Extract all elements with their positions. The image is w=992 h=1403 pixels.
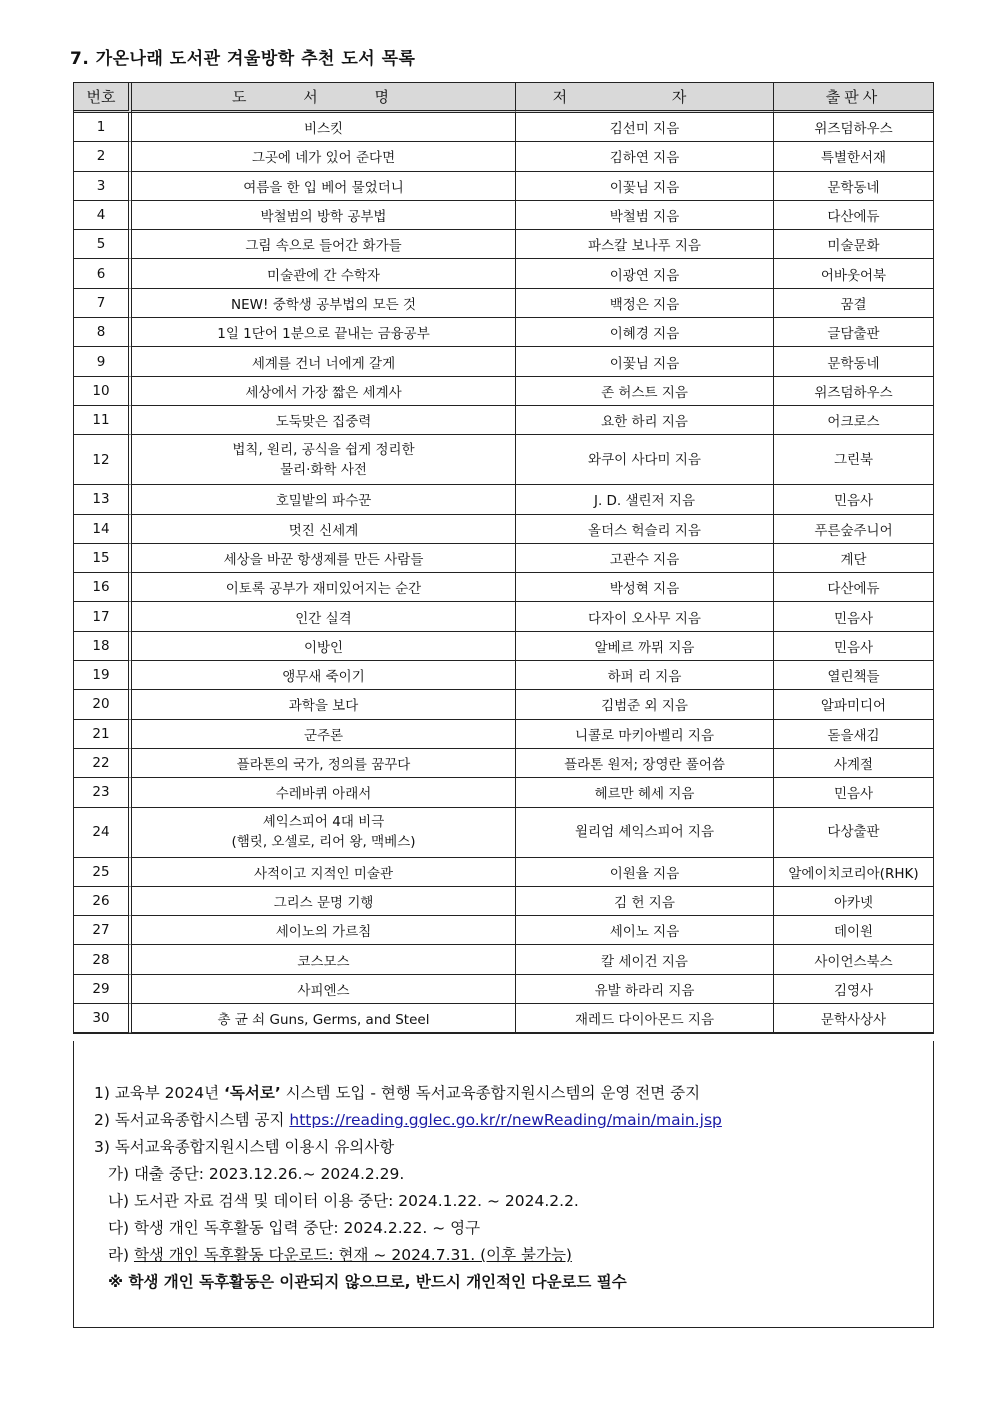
row-number: 19 [74, 661, 132, 690]
row-number: 22 [74, 749, 132, 778]
row-publisher: 문학동네 [774, 347, 933, 376]
row-publisher: 글담출판 [774, 318, 933, 347]
row-title [132, 435, 516, 485]
row-number: 25 [74, 858, 132, 887]
row-publisher: 사계절 [774, 749, 933, 778]
table-row [74, 259, 933, 288]
row-publisher: 문학동네 [774, 172, 933, 201]
table-row [74, 602, 933, 631]
table-row [74, 201, 933, 230]
row-author: 칼 세이건 지음 [516, 945, 774, 974]
row-author: 박성혁 지음 [516, 573, 774, 602]
row-author: 다자이 오사무 지음 [516, 602, 774, 631]
row-publisher: 위즈덤하우스 [774, 113, 933, 142]
note-3c: 다) 학생 개인 독후활동 입력 중단: 2024.2.22. ~ 영구 [108, 1219, 481, 1237]
row-title: NEW! 중학생 공부법의 모든 것 [132, 289, 516, 318]
row-number: 3 [74, 172, 132, 201]
table-row [74, 573, 933, 602]
note-2-prefix: 2) 독서교육종합시스템 공지 [94, 1111, 290, 1129]
note-3d [108, 1243, 572, 1265]
row-publisher: 다상출판 [774, 808, 933, 858]
row-publisher: 특별한서재 [774, 142, 933, 171]
table-row [74, 485, 933, 514]
row-author: 플라톤 원저; 장영란 풀어씀 [516, 749, 774, 778]
header-author: 저 자 [516, 83, 774, 113]
row-author: 올더스 헉슬리 지음 [516, 515, 774, 544]
row-author: 알베르 까뮈 지음 [516, 632, 774, 661]
row-publisher: 어크로스 [774, 406, 933, 435]
table-row [74, 377, 933, 406]
row-author: 윌리엄 셰익스피어 지음 [516, 808, 774, 858]
row-publisher: 미술문화 [774, 230, 933, 259]
row-title: 세상을 바꾼 항생제를 만든 사람들 [132, 544, 516, 573]
row-number: 26 [74, 887, 132, 916]
row-title: 이방인 [132, 632, 516, 661]
row-author: 유발 하라리 지음 [516, 975, 774, 1004]
row-publisher: 문학사상사 [774, 1004, 933, 1033]
row-title: 박철범의 방학 공부법 [132, 201, 516, 230]
table-row [74, 544, 933, 573]
note-3: 3) 독서교육종합지원시스템 이용시 유의사항 [94, 1138, 395, 1156]
table-row [74, 347, 933, 376]
row-number: 7 [74, 289, 132, 318]
row-author: 존 허스트 지음 [516, 377, 774, 406]
row-publisher: 위즈덤하우스 [774, 377, 933, 406]
header-publisher: 출판사 [774, 83, 933, 113]
row-number: 14 [74, 515, 132, 544]
row-title: 군주론 [132, 720, 516, 749]
row-author: 요한 하리 지음 [516, 406, 774, 435]
row-publisher: 알파미디어 [774, 690, 933, 719]
row-author: 이혜경 지음 [516, 318, 774, 347]
table-row [74, 632, 933, 661]
row-number: 2 [74, 142, 132, 171]
row-number: 23 [74, 778, 132, 807]
row-publisher: 민음사 [774, 632, 933, 661]
header-no: 번호 [74, 83, 132, 113]
row-title: 사적이고 지적인 미술관 [132, 858, 516, 887]
row-number: 13 [74, 485, 132, 514]
row-number: 24 [74, 808, 132, 858]
row-number: 10 [74, 377, 132, 406]
row-publisher: 돋을새김 [774, 720, 933, 749]
row-author: 이꽃님 지음 [516, 347, 774, 376]
table-row [74, 858, 933, 887]
row-author: 세이노 지음 [516, 916, 774, 945]
row-title: 앵무새 죽이기 [132, 661, 516, 690]
row-publisher: 열린책들 [774, 661, 933, 690]
row-number: 11 [74, 406, 132, 435]
table-row [74, 113, 933, 142]
row-author: 하퍼 리 지음 [516, 661, 774, 690]
row-publisher: 계단 [774, 544, 933, 573]
row-number: 27 [74, 916, 132, 945]
row-title: 이토록 공부가 재미있어지는 순간 [132, 573, 516, 602]
header-title: 도 서 명 [132, 83, 516, 113]
row-number: 29 [74, 975, 132, 1004]
row-title-line-2: (햄릿, 오셀로, 리어 왕, 맥베스) [231, 834, 416, 851]
row-title: 호밀밭의 파수꾼 [132, 485, 516, 514]
row-title: 총 균 쇠 Guns, Germs, and Steel [132, 1004, 516, 1033]
row-author: 백정은 지음 [516, 289, 774, 318]
table-row [74, 808, 933, 858]
row-title: 수레바퀴 아래서 [132, 778, 516, 807]
row-publisher: 민음사 [774, 602, 933, 631]
row-title [132, 808, 516, 858]
row-title: 세계를 건너 너에게 갈게 [132, 347, 516, 376]
table-row [74, 887, 933, 916]
row-number: 16 [74, 573, 132, 602]
table-header-row [74, 83, 933, 113]
row-number: 5 [74, 230, 132, 259]
row-title: 멋진 신세계 [132, 515, 516, 544]
row-number: 20 [74, 690, 132, 719]
row-author: 고관수 지음 [516, 544, 774, 573]
row-publisher: 아카넷 [774, 887, 933, 916]
row-number: 6 [74, 259, 132, 288]
note-3d-prefix: 라) [108, 1246, 134, 1264]
row-author: 재레드 다이아몬드 지음 [516, 1004, 774, 1033]
row-publisher: 데이원 [774, 916, 933, 945]
row-title: 인간 실격 [132, 602, 516, 631]
row-publisher: 민음사 [774, 778, 933, 807]
table-row [74, 778, 933, 807]
row-author: 김 헌 지음 [516, 887, 774, 916]
row-title: 사피엔스 [132, 975, 516, 1004]
table-row [74, 945, 933, 974]
row-number: 8 [74, 318, 132, 347]
row-title: 세상에서 가장 짧은 세계사 [132, 377, 516, 406]
row-number: 30 [74, 1004, 132, 1033]
table-row [74, 720, 933, 749]
table-row [74, 289, 933, 318]
row-title: 그림 속으로 들어간 화가들 [132, 230, 516, 259]
table-row [74, 318, 933, 347]
table-row [74, 406, 933, 435]
note-2 [94, 1108, 722, 1130]
note-1-suffix: 시스템 도입 - 현행 독서교육종합지원시스템의 운영 전면 중지 [280, 1084, 701, 1102]
row-title: 그곳에 네가 있어 준다면 [132, 142, 516, 171]
table-row [74, 975, 933, 1004]
row-title-line-1: 법칙, 원리, 공식을 쉽게 정리한 [232, 441, 415, 458]
notes-box [73, 1041, 934, 1328]
row-publisher: 그린북 [774, 435, 933, 485]
row-number: 28 [74, 945, 132, 974]
row-author: 이꽃님 지음 [516, 172, 774, 201]
row-author: 파스칼 보나푸 지음 [516, 230, 774, 259]
row-number: 1 [74, 113, 132, 142]
row-publisher: 김영사 [774, 975, 933, 1004]
row-publisher: 사이언스북스 [774, 945, 933, 974]
row-author: 김하연 지음 [516, 142, 774, 171]
row-title: 여름을 한 입 베어 물었더니 [132, 172, 516, 201]
note-1-prefix: 1) 교육부 2024년 [94, 1084, 225, 1102]
note-3a: 가) 대출 중단: 2023.12.26.~ 2024.2.29. [108, 1165, 405, 1183]
note-3d-underlined: 학생 개인 독후활동 다운로드: 현재 ~ 2024.7.31. (이후 불가능) [133, 1246, 572, 1264]
row-title: 과학을 보다 [132, 690, 516, 719]
row-title-line-2: 물리·화학 사전 [280, 461, 367, 478]
row-publisher: 꿈결 [774, 289, 933, 318]
note-warning: ※ 학생 개인 독후활동은 이관되지 않으므로, 반드시 개인적인 다운로드 필수 [108, 1273, 627, 1291]
row-title-line-1: 셰익스피어 4대 비극 [262, 814, 385, 831]
row-author: 와쿠이 사다미 지음 [516, 435, 774, 485]
section-heading: 7. 가온나래 도서관 겨울방학 추천 도서 목록 [70, 49, 416, 69]
row-title: 도둑맞은 집중력 [132, 406, 516, 435]
row-author: 니콜로 마키아벨리 지음 [516, 720, 774, 749]
row-publisher: 다산에듀 [774, 201, 933, 230]
book-list-table [73, 82, 934, 1034]
table-row [74, 515, 933, 544]
row-title: 비스킷 [132, 113, 516, 142]
table-row [74, 230, 933, 259]
row-number: 21 [74, 720, 132, 749]
row-title: 세이노의 가르침 [132, 916, 516, 945]
row-number: 12 [74, 435, 132, 485]
note-1-highlight: ‘독서로’ [224, 1084, 281, 1102]
table-row [74, 435, 933, 485]
table-row [74, 916, 933, 945]
row-title: 미술관에 간 수학자 [132, 259, 516, 288]
row-author: 김범준 외 지음 [516, 690, 774, 719]
row-author: 박철범 지음 [516, 201, 774, 230]
table-row [74, 142, 933, 171]
row-number: 18 [74, 632, 132, 661]
row-title: 코스모스 [132, 945, 516, 974]
row-author: 김선미 지음 [516, 113, 774, 142]
note-1 [94, 1081, 700, 1103]
row-number: 4 [74, 201, 132, 230]
reading-system-link[interactable]: https://reading.gglec.go.kr/r/newReading/main/main.jsp [289, 1111, 722, 1129]
row-number: 9 [74, 347, 132, 376]
row-author: 이원율 지음 [516, 858, 774, 887]
table-row [74, 749, 933, 778]
table-row [74, 1004, 933, 1033]
row-author: 이광연 지음 [516, 259, 774, 288]
row-publisher: 민음사 [774, 485, 933, 514]
row-title: 그리스 문명 기행 [132, 887, 516, 916]
row-title: 1일 1단어 1분으로 끝내는 금융공부 [132, 318, 516, 347]
row-publisher: 푸른숲주니어 [774, 515, 933, 544]
row-title: 플라톤의 국가, 정의를 꿈꾸다 [132, 749, 516, 778]
table-row [74, 690, 933, 719]
row-number: 15 [74, 544, 132, 573]
table-row [74, 172, 933, 201]
row-publisher: 알에이치코리아(RHK) [774, 858, 933, 887]
row-author: 헤르만 헤세 지음 [516, 778, 774, 807]
note-3b: 나) 도서관 자료 검색 및 데이터 이용 중단: 2024.1.22. ~ 2024.2.2. [108, 1192, 579, 1210]
row-number: 17 [74, 602, 132, 631]
row-publisher: 어바웃어북 [774, 259, 933, 288]
table-row [74, 661, 933, 690]
row-publisher: 다산에듀 [774, 573, 933, 602]
row-author: J. D. 샐린저 지음 [516, 485, 774, 514]
